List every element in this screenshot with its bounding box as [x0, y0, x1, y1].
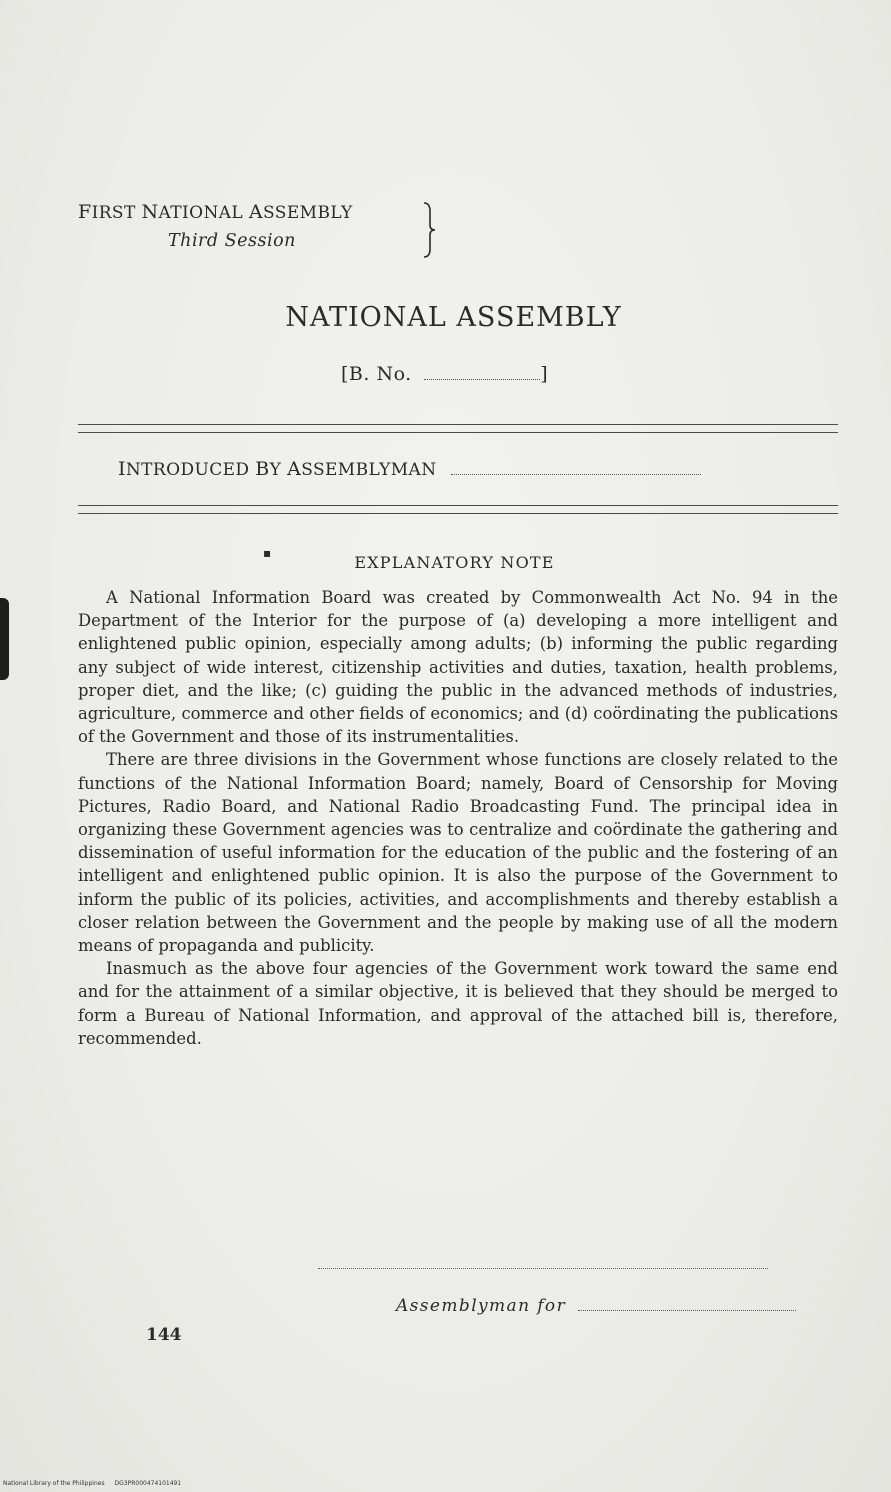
assembly-name-rest-1: IRST — [91, 203, 142, 223]
paragraph: There are three divisions in the Government whose functions are closely related to the functions of the National Information Board; namely, Board of Censorship for Moving Pictures, Radio Board, and National Radio Broadcasting Fund. The principal idea in organizing these Government agencies was to centralize and coördinate the gathering and dissemination of useful information for the education of the public and the fostering of an intelligent and enlightened public opinion. It is also the purpose of the Government to inform the public of its policies, activities, and accomplishments and thereby establish a closer relation between the Government and the people by making use of all the modern means of propaganda and publicity. — [78, 750, 838, 956]
paragraph: A National Information Board was created by Commonwealth Act No. 94 in the Department of the Interior for the purpose of (a) developing a more intelligent and enlightened public opinion, especially among adults; (b) informing the public regarding any subject of wide interest, citizenship activities and duties, taxation, health problems, proper diet, and the like; (c) guiding the public in the advanced methods of industries, agriculture, commerce and other fields of economics; and (d) coördinating the publications of the Government and those of its instrumentalities. — [78, 588, 838, 747]
signature-line — [318, 1268, 768, 1269]
assembly-name-rest-2: ATIONAL — [158, 203, 249, 223]
district-blank — [578, 1310, 796, 1311]
introduced-initial-3: A — [287, 458, 302, 480]
assembly-header — [78, 201, 498, 261]
stray-ink-mark: ▪ — [263, 546, 272, 560]
introduced-initial-2: B — [255, 458, 270, 480]
page-number: 144 — [146, 1325, 182, 1345]
brace-icon — [422, 201, 436, 259]
assembly-name-initial-1: F — [78, 201, 92, 223]
introduced-rest-2: Y — [269, 460, 288, 480]
double-rule-top — [78, 424, 838, 433]
session-name: Third Session — [168, 231, 296, 251]
bill-number-prefix: [B. No. — [341, 363, 412, 385]
signature-label — [396, 1296, 796, 1316]
signature-label-text: Assemblyman for — [396, 1296, 567, 1316]
assembly-name-initial-3: A — [248, 201, 264, 223]
explanatory-note-body — [78, 586, 838, 1050]
bill-number — [341, 363, 548, 385]
section-heading: EXPLANATORY NOTE — [354, 553, 555, 572]
page-edge-mark — [0, 598, 9, 680]
introduced-by-line — [118, 458, 701, 480]
introduced-initial-1: I — [118, 458, 126, 480]
footer-credit — [3, 1480, 189, 1487]
introduced-rest-3: SSEMBLYMAN — [301, 460, 437, 480]
assemblyman-blank — [451, 474, 701, 475]
assembly-name-initial-2: N — [141, 201, 159, 223]
assembly-name-rest-3: SSEMBLY — [263, 203, 353, 223]
double-rule-bottom — [78, 505, 838, 514]
paragraph: Inasmuch as the above four agencies of the Government work toward the same end and for the attainment of a similar objective, it is believed that they should be merged to form a Bureau of National Information, and approval of the attached bill is, therefore, recommended. — [78, 959, 838, 1048]
footer-code: DG3PR000474101491 — [114, 1480, 182, 1487]
footer-library: National Library of the Philippines — [3, 1480, 105, 1487]
introduced-rest-1: NTRODUCED — [125, 460, 256, 480]
assembly-name — [78, 201, 353, 223]
page-title: NATIONAL ASSEMBLY — [285, 302, 622, 333]
bill-number-suffix: ] — [540, 363, 549, 385]
bill-number-blank — [424, 379, 540, 380]
